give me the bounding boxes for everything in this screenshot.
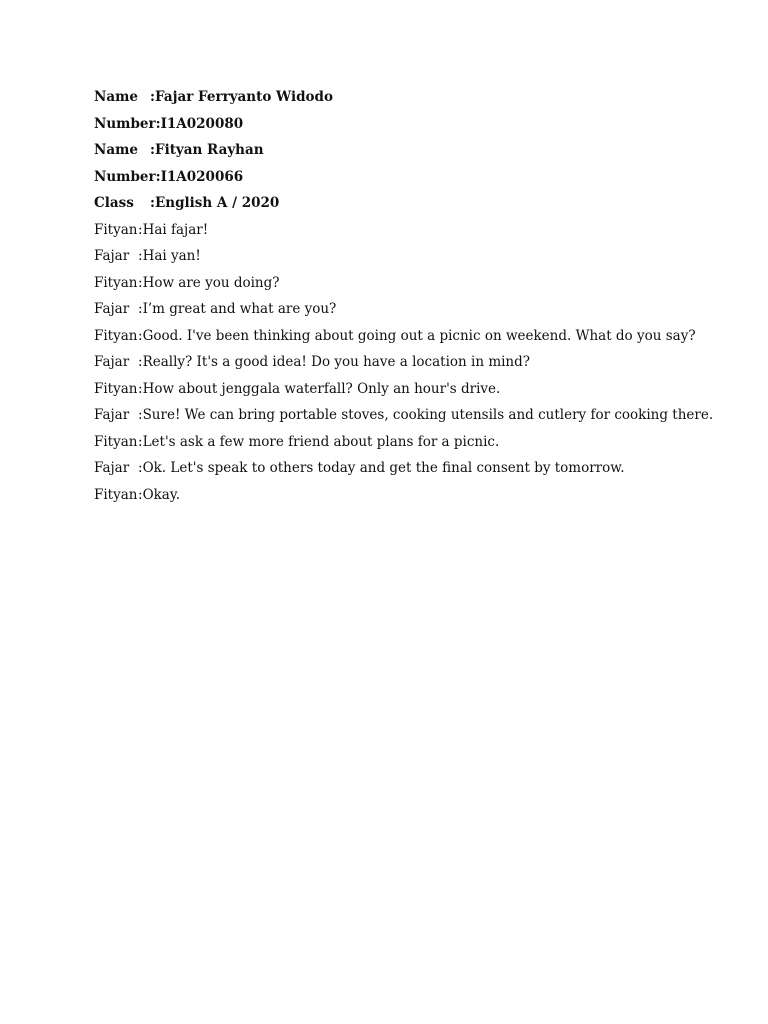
header-value: Fajar Ferryanto Widodo [154,89,333,105]
speaker-name: Fityan [94,327,138,344]
speaker-name: Fityan [94,486,138,503]
utterance-text: Good. I've been thinking about going out a picnic on weekend. What do you say? [142,327,696,344]
header-line-name-1 [94,84,734,111]
speaker-separator: : [138,221,143,238]
speaker-name: Fajar [94,354,130,370]
dialogue-line [94,243,734,270]
header-separator: : [150,89,155,105]
header-label: Name [94,89,138,105]
dialogue-line [94,402,734,429]
utterance-text: Okay. [142,486,180,503]
dialogue [94,217,734,509]
header-line-number-1 [94,111,734,138]
utterance-text: Ok. Let's speak to others today and get the final consent by tomorrow. [142,460,625,476]
header-label: Number [94,115,156,132]
speaker-name: Fajar [94,248,130,264]
dialogue-line [94,429,734,456]
dialogue-line [94,376,734,403]
speaker-name: Fityan [94,274,138,291]
student-info-header [94,84,734,217]
dialogue-line [94,349,734,376]
header-line-name-2 [94,137,734,164]
speaker-separator: : [138,248,143,264]
dialogue-line [94,323,734,350]
speaker-separator: : [138,486,143,503]
speaker-separator: : [138,433,143,450]
utterance-text: Really? It's a good idea! Do you have a location in mind? [142,354,531,370]
dialogue-line [94,482,734,509]
dialogue-line [94,296,734,323]
speaker-separator: : [138,407,143,423]
utterance-text: I’m great and what are you? [142,301,337,317]
utterance-text: Sure! We can bring portable stoves, cooking utensils and cutlery for cooking there. [142,407,714,423]
speaker-separator: : [138,327,143,344]
speaker-separator: : [138,380,143,397]
speaker-name: Fityan [94,221,138,238]
header-value: I1A020080 [160,115,244,132]
header-label: Number [94,168,156,185]
header-label: Class [94,195,134,211]
header-separator: : [155,168,161,185]
utterance-text: Hai yan! [142,248,201,264]
speaker-name: Fajar [94,460,130,476]
header-separator: : [150,142,155,158]
utterance-text: How are you doing? [142,274,280,291]
header-line-number-2 [94,164,734,191]
header-value: Fityan Rayhan [154,142,264,158]
speaker-separator: : [138,354,143,370]
header-line-class [94,190,734,217]
header-separator: : [155,115,161,132]
speaker-name: Fityan [94,380,138,397]
document-page [94,84,734,508]
speaker-name: Fajar [94,407,130,423]
speaker-name: Fityan [94,433,138,450]
header-separator: : [150,195,155,211]
speaker-separator: : [138,301,143,317]
dialogue-line [94,455,734,482]
utterance-text: Let's ask a few more friend about plans for a picnic. [142,433,500,450]
speaker-name: Fajar [94,301,130,317]
speaker-separator: : [138,460,143,476]
header-value: I1A020066 [160,168,244,185]
dialogue-line [94,270,734,297]
dialogue-line [94,217,734,244]
header-label: Name [94,142,138,158]
utterance-text: Hai fajar! [142,221,209,238]
header-value: English A / 2020 [154,195,280,211]
utterance-text: How about jenggala waterfall? Only an hour's drive. [142,380,501,397]
speaker-separator: : [138,274,143,291]
